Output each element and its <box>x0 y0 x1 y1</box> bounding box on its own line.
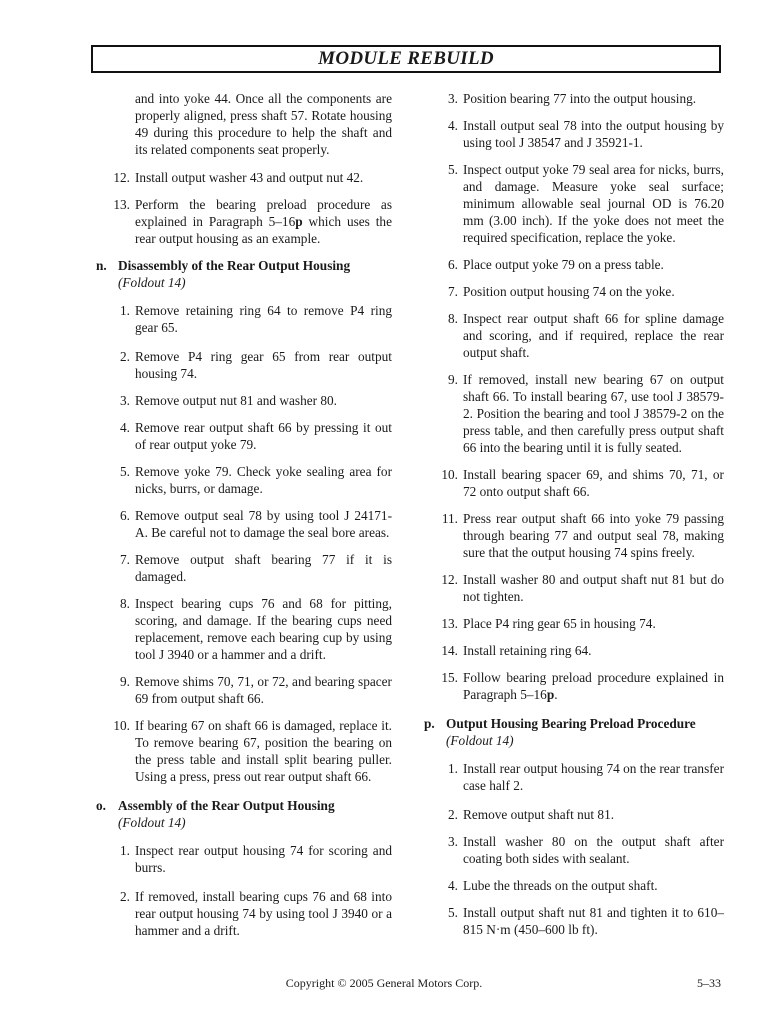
section-heading-o: o. Assembly of the Rear Output Housing (Foldout 14) <box>96 798 335 830</box>
list-item: 15. Follow bearing preload procedure explained in Paragraph 5–16p. <box>441 670 724 702</box>
section-heading-n: n. Disassembly of the Rear Output Housing (Foldout 14) <box>96 258 351 290</box>
list-item: 4. Install output seal 78 into the output housing by using tool J 38547 and J 35921-1. <box>448 118 724 150</box>
list-item: 3. Position bearing 77 into the output housing. <box>448 91 697 106</box>
left-column <box>96 90 392 939</box>
list-item: 12. Install washer 80 and output shaft nut 81 but do not tighten. <box>441 572 724 604</box>
list-item: 6. Place output yoke 79 on a press table. <box>448 257 664 272</box>
list-item: 1. Install rear output housing 74 on the rear transfer case half 2. <box>448 761 724 793</box>
page-title: MODULE REBUILD <box>318 48 494 69</box>
list-item: 3. Remove output nut 81 and washer 80. <box>120 393 338 408</box>
list-item: 12. Install output washer 43 and output nut 42. <box>113 170 364 185</box>
right-column <box>424 90 724 938</box>
list-item: 13. Perform the bearing preload procedure as explained in Paragraph 5–16p which uses the rear output housing as an example. <box>113 197 392 246</box>
list-item: 13. Place P4 ring gear 65 in housing 74. <box>441 616 656 631</box>
copyright-text: Copyright © 2005 General Motors Corp. <box>285 976 483 990</box>
page-number: 5–33 <box>697 976 721 990</box>
list-item: 7. Position output housing 74 on the yoke. <box>448 284 675 299</box>
list-item: 5. Install output shaft nut 81 and tighten it to 610–815 N·m (450–600 lb ft). <box>448 905 724 937</box>
section-heading-p: p. Output Housing Bearing Preload Procedure (Foldout 14) <box>424 716 696 748</box>
list-item: 11. Press rear output shaft 66 into yoke 79 passing through bearing 77 and output seal 78, making sure that the output housing 74 spins freely. <box>441 511 724 560</box>
list-item: 2. Remove output shaft nut 81. <box>448 807 615 822</box>
list-item: 3. Install washer 80 on the output shaft after coating both sides with sealant. <box>448 834 724 866</box>
list-item: 10. If bearing 67 on shaft 66 is damaged, replace it. To remove bearing 67, position the bearing on the press table and install split bearing puller. Using a press, press out rear output shaft 66. <box>113 718 392 784</box>
list-item: 1. Inspect rear output housing 74 for scoring and burrs. <box>120 843 392 875</box>
list-item: 2. If removed, install bearing cups 76 and 68 into rear output housing 74 by using tool J 3940 or a hammer and a drift. <box>120 889 392 938</box>
page-header <box>91 45 721 73</box>
list-item: 5. Remove yoke 79. Check yoke sealing area for nicks, burrs, or damage. <box>120 464 392 496</box>
list-item: 8. Inspect rear output shaft 66 for spline damage and scoring, and if required, replace the rear output shaft. <box>448 311 724 360</box>
list-item: 8. Inspect bearing cups 76 and 68 for pitting, scoring, and damage. If the bearing cups need replacement, remove each bearing cup by using tool J 3940 or a hammer and a drift. <box>120 596 392 662</box>
list-item: 6. Remove output seal 78 by using tool J 24171-A. Be careful not to damage the seal bore areas. <box>120 508 392 540</box>
list-item: 14. Install retaining ring 64. <box>441 643 592 658</box>
list-item: 1. Remove retaining ring 64 to remove P4 ring gear 65. <box>120 303 392 335</box>
list-item: 2. Remove P4 ring gear 65 from rear output housing 74. <box>120 349 392 381</box>
list-item: 9. If removed, install new bearing 67 on output shaft 66. To install bearing 67, use tool J 38579-2. Position the bearing and tool J 38579-2 on the press table, and then carefully press output shaft 66 into the bearing until it is fully seated. <box>448 372 724 455</box>
list-item: 4. Lube the threads on the output shaft. <box>448 878 658 893</box>
list-item: 5. Inspect output yoke 79 seal area for nicks, burrs, and damage. Measure yoke seal surface; minimum allowable seal journal OD is 76.20 mm (3.00 inch). If the yoke does not meet the required specification, replace the yoke. <box>448 162 724 245</box>
list-item: 4. Remove rear output shaft 66 by pressing it out of rear output yoke 79. <box>120 420 392 452</box>
continued-paragraph: and into yoke 44. Once all the components are properly aligned, press shaft 57. Rotate housing 49 during this procedure to help the shaft and its related components seat properly. <box>135 91 392 157</box>
list-item: 10. Install bearing spacer 69, and shims 70, 71, or 72 onto output shaft 66. <box>441 467 724 499</box>
list-item: 9. Remove shims 70, 71, or 72, and bearing spacer 69 from output shaft 66. <box>120 674 392 706</box>
list-item: 7. Remove output shaft bearing 77 if it is damaged. <box>120 552 392 584</box>
